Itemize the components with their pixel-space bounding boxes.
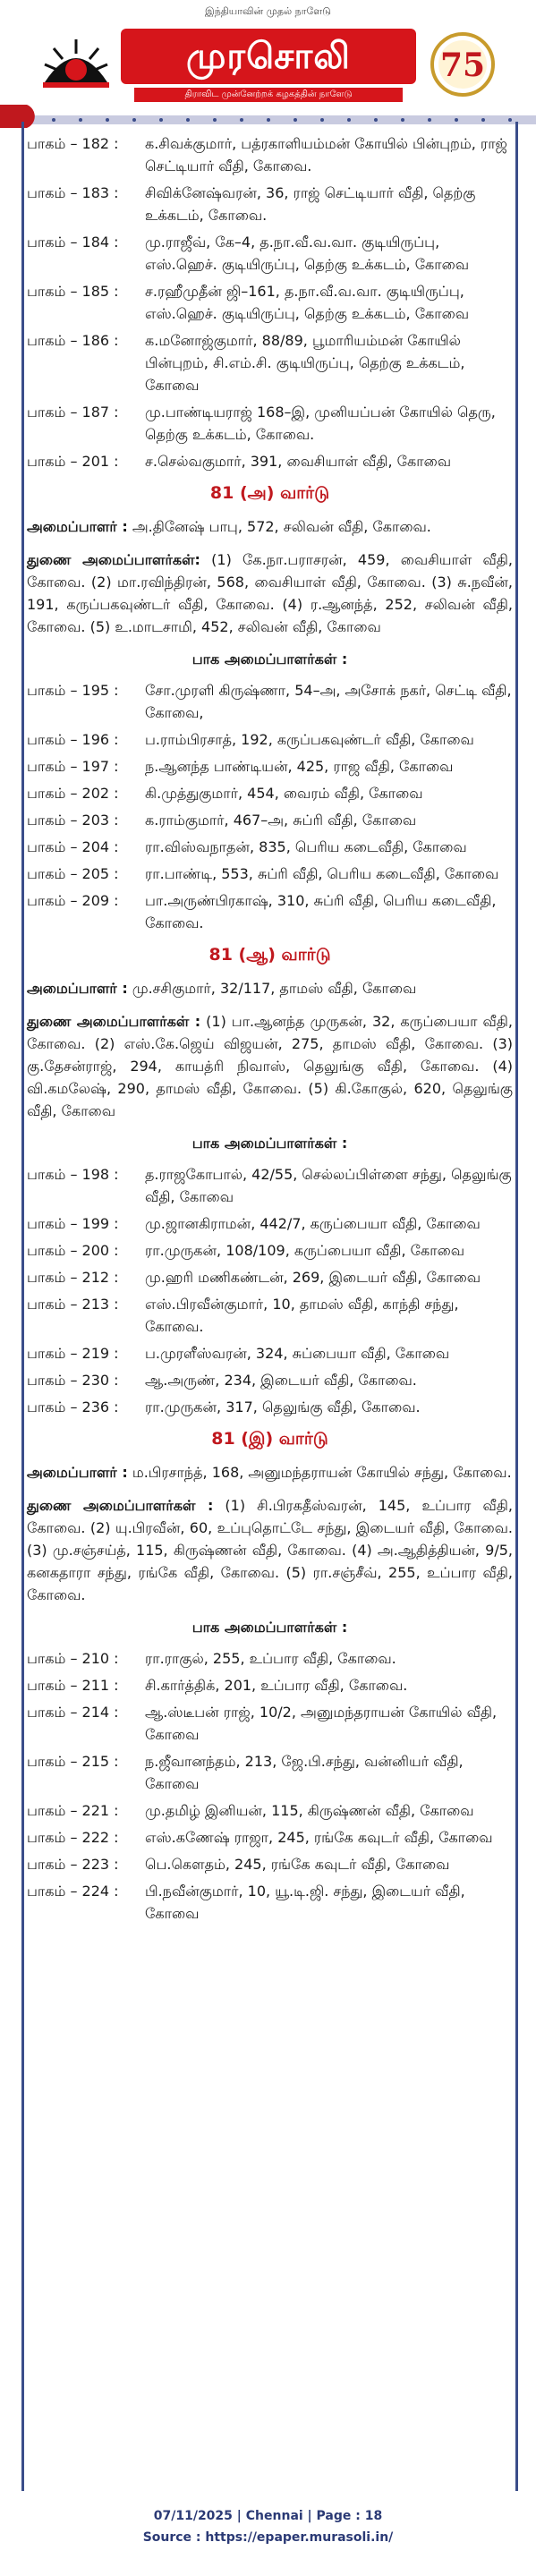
- part-label: பாகம் – 230 :: [27, 1372, 119, 1389]
- ward-heading: 81 (இ) வார்டு: [211, 1429, 328, 1449]
- list-item: [21, 679, 518, 724]
- rising-sun-emblem-icon: [36, 27, 116, 98]
- list-item: [21, 1239, 518, 1262]
- part-value: பி.நவீன்குமார், 10, யூ.டி.ஜி. சந்து, இடையர் வீதி, கோவை: [145, 1883, 465, 1922]
- list-item: [21, 1701, 518, 1746]
- footer-date-line: 07/11/2025 | Chennai | Page : 18: [153, 2509, 383, 2523]
- list-item: [21, 1853, 518, 1875]
- masthead-logo: [36, 20, 501, 107]
- red-disc-icon: [0, 105, 39, 128]
- ward-aa-section: [21, 943, 518, 1418]
- part-label: பாகம் – 184 :: [27, 234, 119, 251]
- part-label: பாகம் – 185 :: [27, 283, 119, 300]
- list-item: [21, 889, 518, 934]
- part-value: கி.முத்துகுமார், 454, வைரம் வீதி, கோவை: [145, 785, 423, 802]
- part-label: பாகம் – 215 :: [27, 1753, 119, 1770]
- part-value: த.ராஜகோபால், 42/55, செல்லப்பிள்ளை சந்து, தெலுங்கு வீதி, கோவை: [145, 1166, 512, 1205]
- list-item: [21, 1212, 518, 1235]
- list-item: [21, 1826, 518, 1849]
- part-label: பாகம் – 183 :: [27, 184, 119, 201]
- part-label: பாகம் – 197 :: [27, 758, 119, 775]
- list-item: [21, 755, 518, 778]
- part-value: ந.ஆனந்த பாண்டியன், 425, ராஜ வீதி, கோவை: [145, 758, 454, 775]
- part-value: மு.ஹரி மணிகண்டன், 269, இடையர் வீதி, கோவை: [145, 1269, 481, 1286]
- part-label: பாகம் – 223 :: [27, 1856, 119, 1873]
- part-value: ஆ.ஸ்டீபன் ராஜ், 10/2, அனுமந்தராயன் கோயில் வீதி, கோவை: [145, 1704, 498, 1743]
- section-1: [21, 132, 518, 472]
- list-item: [21, 280, 518, 325]
- sub-heading: பாக அமைப்பாளர்கள் :: [191, 650, 348, 667]
- list-item: [21, 1293, 518, 1338]
- part-label: பாகம் – 203 :: [27, 812, 119, 829]
- part-value: ச.செல்வகுமார், 391, வைசியாள் வீதி, கோவை: [145, 453, 452, 470]
- part-label: பாகம் – 222 :: [27, 1829, 119, 1846]
- part-label: பாகம் – 212 :: [27, 1269, 119, 1286]
- organiser-label: அமைப்பாளர் :: [27, 1464, 128, 1481]
- part-value: சி.கார்த்திக், 201, உப்பார வீதி, கோவை.: [145, 1677, 408, 1694]
- part-value: பா.அருண்பிரகாஷ், 310, சுப்ரி வீதி, பெரிய கடைவீதி, கோவை.: [145, 892, 497, 931]
- list-item: [21, 1880, 518, 1925]
- part-value: ஆ.அருண், 234, இடையர் வீதி, கோவை.: [145, 1372, 417, 1389]
- organiser-paragraph: [21, 1461, 518, 1484]
- deputy-label: துணை அமைப்பாளர்கள் :: [27, 1013, 201, 1030]
- organiser-paragraph: [21, 977, 518, 999]
- part-label: பாகம் – 209 :: [27, 892, 119, 909]
- part-label: பாகம் – 202 :: [27, 785, 119, 802]
- part-label: பாகம் – 200 :: [27, 1242, 119, 1259]
- anniversary-number: 75: [439, 47, 486, 84]
- list-item: [21, 782, 518, 804]
- part-value: மு.ராஜீவ், கே–4, த.நா.வீ.வ.வா. குடியிருப்பு, எஸ்.ஹெச். குடியிருப்பு, தெற்கு உக்கடம், கோவை: [145, 234, 470, 273]
- part-value: மு.பாண்டியராஜ் 168–இ, முனியப்பன் கோயில் தெரு, தெற்கு உக்கடம், கோவை.: [145, 404, 496, 443]
- part-value: சிவிக்னேஷ்வரன், 36, ராஜ் செட்டியார் வீதி, தெற்கு உக்கடம், கோவை.: [145, 184, 476, 224]
- part-value: ரா.முருகன், 108/109, கருப்பையா வீதி, கோவை: [145, 1242, 465, 1259]
- organiser-text: ம.பிரசாந்த், 168, அனுமந்தராயன் கோயில் சந்து, கோவை.: [127, 1464, 512, 1481]
- masthead-title: முரசொலி: [186, 36, 351, 77]
- list-item: [21, 1266, 518, 1288]
- decorative-strip: [0, 113, 536, 127]
- part-value: சோ.முரளி கிருஷ்ணா, 54–அ, அசோக் நகர், செட்டி வீதி, கோவை,: [145, 682, 512, 721]
- anniversary-badge-icon: [425, 20, 501, 107]
- sub-heading: பாக அமைப்பாளர்கள் :: [191, 1135, 348, 1152]
- list-item: [21, 329, 518, 396]
- ward-heading: 81 (ஆ) வார்டு: [208, 945, 331, 965]
- part-label: பாகம் – 195 :: [27, 682, 119, 699]
- list-item: [21, 1674, 518, 1696]
- part-value: எஸ்.கணேஷ் ராஜா, 245, ரங்கே கவுடர் வீதி, கோவை: [145, 1829, 493, 1846]
- part-label: பாகம் – 204 :: [27, 838, 119, 855]
- list-item: [21, 1163, 518, 1208]
- list-item: [21, 1342, 518, 1365]
- list-item: [21, 728, 518, 751]
- masthead-title-block: [121, 29, 416, 84]
- deputy-text: (1) சி.பிரகதீஸ்வரன், 145, உப்பார வீதி, கோவை. (2) யு.பிரவீன், 60, உப்புதொட்டே சந்து, இடையர் வீதி, கோவை. (3) மு.சஞ்சய்த், 115, கிருஷ்ணன் வீதி, கோவை. (4) அ.ஆதித்தியன், 9/5, கனகதாரா சந்து, ரங்கே வீதி, கோவை. (5) ரா.சஞ்சீவ், 255, உப்பார வீதி, கோவை.: [27, 1497, 513, 1603]
- list-item: [21, 132, 518, 177]
- deputy-label: துணை அமைப்பாளர்கள் :: [27, 1497, 214, 1514]
- list-item: [21, 1647, 518, 1670]
- list-item: [21, 1369, 518, 1391]
- footer-source-line: Source : https://epaper.murasoli.in/: [142, 2530, 394, 2545]
- sub-heading: பாக அமைப்பாளர்கள் :: [191, 1619, 348, 1636]
- ward-a-section: [21, 481, 518, 934]
- organiser-text: அ.தினேஷ் பாபு, 572, சலிவன் வீதி, கோவை.: [127, 518, 431, 535]
- masthead: [0, 0, 536, 116]
- part-value: ரா.முருகன், 317, தெலுங்கு வீதி, கோவை.: [145, 1399, 421, 1416]
- part-value: மு.ஜானகிராமன், 442/7, கருப்பையா வீதி, கோவை: [145, 1215, 481, 1232]
- article-body: [21, 132, 518, 2497]
- ward-heading: 81 (அ) வார்டு: [209, 483, 330, 503]
- ward-i-section: [21, 1427, 518, 1925]
- deputy-text: (1) கே.நா.பராசரன், 459, வைசியாள் வீதி, கோவை. (2) மா.ரவிந்திரன், 568, வைசியாள் வீதி, கோவை. (3) சு.நவீன், 191, கருப்பகவுண்டர் வீதி, கோவை. (4) ர.ஆனந்த், 252, சலிவன் வீதி, கோவை. (5) உ.மாடசாமி, 452, சலிவன் வீதி, கோவை: [27, 551, 513, 635]
- part-label: பாகம் – 187 :: [27, 404, 119, 421]
- masthead-subtitle: திராவிட முன்னேற்றக் கழகத்தின் நாளேடு: [134, 88, 403, 102]
- deputy-paragraph: [21, 1010, 518, 1122]
- part-label: பாகம் – 205 :: [27, 865, 119, 882]
- page-footer: [0, 2505, 536, 2548]
- part-value: ப.ராம்பிரசாத், 192, கருப்பகவுண்டர் வீதி, கோவை: [145, 731, 474, 748]
- list-item: [21, 450, 518, 472]
- list-item: [21, 231, 518, 276]
- part-label: பாகம் – 213 :: [27, 1296, 119, 1313]
- organiser-label: அமைப்பாளர் :: [27, 980, 128, 997]
- part-value: ந.ஜீவானந்தம், 213, ஜே.பி.சந்து, வன்னியர் வீதி, கோவை: [145, 1753, 464, 1792]
- list-item: [21, 401, 518, 446]
- part-value: க.ராம்குமார், 467–அ, சுப்ரி வீதி, கோவை: [145, 812, 417, 829]
- part-value: ரா.பாண்டி, 553, சுப்ரி வீதி, பெரிய கடைவீதி, கோவை: [145, 865, 499, 882]
- part-value: பெ.கௌதம், 245, ரங்கே கவுடர் வீதி, கோவை: [145, 1856, 450, 1873]
- part-label: பாகம் – 186 :: [27, 332, 119, 349]
- part-value: ப.முரளீஸ்வரன், 324, சுப்பையா வீதி, கோவை: [145, 1345, 450, 1362]
- organiser-label: அமைப்பாளர் :: [27, 518, 128, 535]
- organiser-paragraph: [21, 515, 518, 538]
- part-label: பாகம் – 224 :: [27, 1883, 119, 1900]
- part-label: பாகம் – 214 :: [27, 1704, 119, 1721]
- list-item: [21, 809, 518, 831]
- list-item: [21, 836, 518, 858]
- deputy-label: துணை அமைப்பாளர்கள்:: [27, 551, 200, 568]
- list-item: [21, 182, 518, 226]
- deputy-paragraph: [21, 548, 518, 638]
- part-label: பாகம் – 199 :: [27, 1215, 119, 1232]
- part-label: பாகம் – 219 :: [27, 1345, 119, 1362]
- part-label: பாகம் – 210 :: [27, 1650, 119, 1667]
- part-value: ச.ரஹீமுதீன் ஜி–161, த.நா.வீ.வ.வா. குடியிருப்பு, எஸ்.ஹெச். குடியிருப்பு, தெற்கு உக்கடம், கோவை: [145, 283, 470, 322]
- masthead-tagline: இந்தியாவின் முதல் நாளேடு: [205, 5, 331, 17]
- part-value: க.மனோஜ்குமார், 88/89, பூமாரியம்மன் கோயில் பின்புறம், சி.எம்.சி. குடியிருப்பு, தெற்கு உக்கடம், கோவை: [145, 332, 465, 394]
- part-value: க.சிவக்குமார், பத்ரகாளியம்மன் கோயில் பின்புறம், ராஜ் செட்டியார் வீதி, கோவை.: [145, 135, 507, 174]
- list-item: [21, 1799, 518, 1822]
- deputy-text: (1) பா.ஆனந்த முருகன், 32, கருப்பையா வீதி, கோவை. (2) எஸ்.கே.ஜெய் விஜயன், 275, தாமஸ் வீதி, கோவை. (3) கு.தேசன்ராஜ், 294, காயத்ரி நிவாஸ், தெலுங்கு வீதி, கோவை. (4) வி.கமலேஷ், 290, தாமஸ் வீதி, கோவை. (5) கி.கோகுல், 620, தெலுங்கு வீதி, கோவை: [27, 1013, 513, 1119]
- part-label: பாகம் – 236 :: [27, 1399, 119, 1416]
- list-item: [21, 1750, 518, 1795]
- part-label: பாகம் – 201 :: [27, 453, 119, 470]
- list-item: [21, 1396, 518, 1418]
- part-label: பாகம் – 196 :: [27, 731, 119, 748]
- organiser-text: மு.சசிகுமார், 32/117, தாமஸ் வீதி, கோவை: [127, 980, 417, 997]
- part-label: பாகம் – 182 :: [27, 135, 119, 152]
- part-label: பாகம் – 198 :: [27, 1166, 119, 1183]
- list-item: [21, 863, 518, 885]
- part-value: எஸ்.பிரவீன்குமார், 10, தாமஸ் வீதி, காந்தி சந்து, கோவை.: [145, 1296, 459, 1335]
- part-label: பாகம் – 221 :: [27, 1802, 119, 1819]
- part-label: பாகம் – 211 :: [27, 1677, 119, 1694]
- part-value: ரா.விஸ்வநாதன், 835, பெரிய கடைவீதி, கோவை: [145, 838, 467, 855]
- deputy-paragraph: [21, 1494, 518, 1606]
- part-value: மு.தமிழ் இனியன், 115, கிருஷ்ணன் வீதி, கோவை: [145, 1802, 474, 1819]
- part-value: ரா.ராகுல், 255, உப்பார வீதி, கோவை.: [145, 1650, 396, 1667]
